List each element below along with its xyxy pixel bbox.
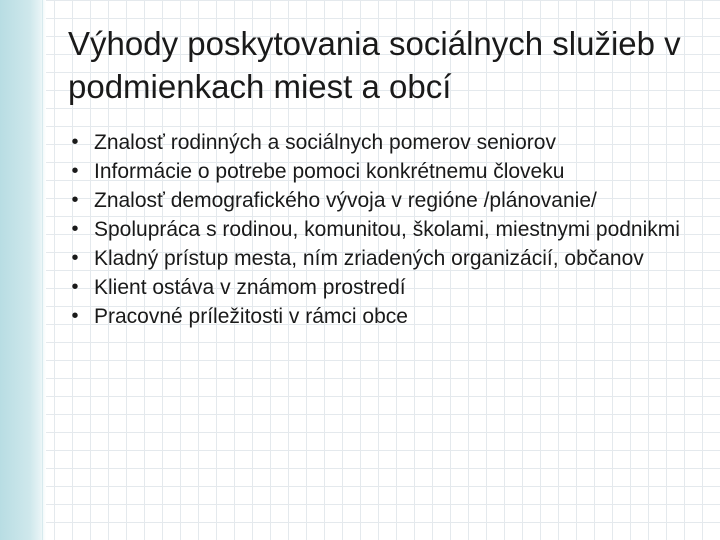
bullet-dot-icon: • — [71, 305, 79, 327]
bullet-item — [60, 186, 690, 215]
bullet-item — [60, 128, 690, 157]
bullet-dot-icon: • — [71, 218, 79, 240]
decorative-left-stripe — [0, 0, 46, 540]
bullet-dot-icon: • — [71, 247, 79, 269]
bullet-text: Informácie o potrebe pomoci konkrétnemu človeku — [94, 160, 565, 183]
bullet-item — [60, 302, 690, 331]
bullet-list — [60, 128, 690, 331]
bullet-item — [60, 244, 690, 273]
bullet-dot-icon: • — [71, 276, 79, 298]
bullet-item — [60, 215, 690, 244]
bullet-text: Znalosť rodinných a sociálnych pomerov seniorov — [94, 131, 556, 154]
bullet-item — [60, 157, 690, 186]
bullet-text: Klient ostáva v známom prostredí — [94, 276, 406, 299]
bullet-text: Kladný prístup mesta, ním zriadených organizácií, občanov — [94, 247, 644, 270]
bullet-dot-icon: • — [71, 189, 79, 211]
bullet-dot-icon: • — [71, 160, 79, 182]
bullet-dot-icon: • — [71, 131, 79, 153]
slide-title: Výhody poskytovania sociálnych služieb v podmienkach miest a obcí — [68, 25, 681, 105]
bullet-text: Znalosť demografického vývoja v regióne /plánovanie/ — [94, 189, 597, 212]
bullet-item — [60, 273, 690, 302]
bullet-text: Pracovné príležitosti v rámci obce — [94, 305, 408, 328]
bullet-text: Spolupráca s rodinou, komunitou, školami, miestnymi podnikmi — [94, 218, 680, 241]
